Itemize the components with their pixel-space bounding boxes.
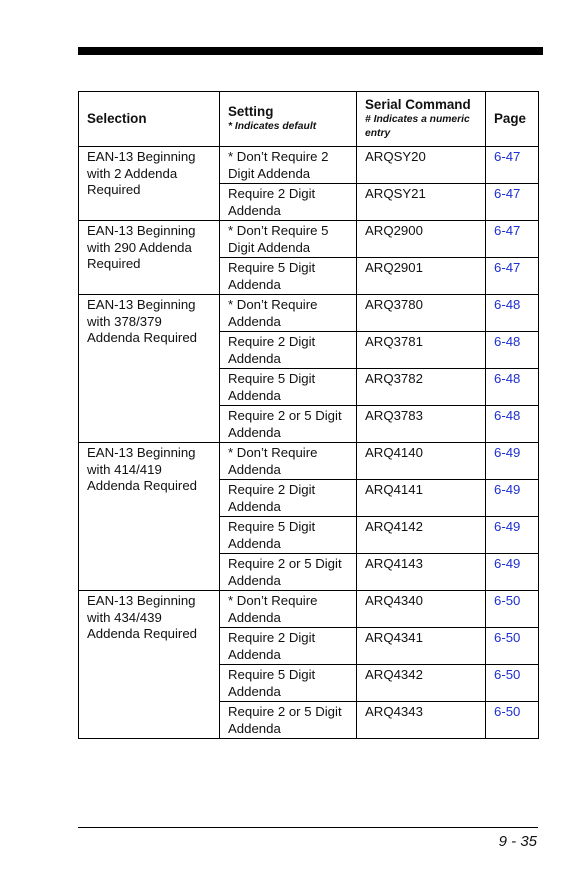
setting-cell: Require 2 or 5 Digit Addenda: [220, 702, 357, 739]
page-link[interactable]: 6-49: [486, 480, 539, 517]
page-link[interactable]: 6-47: [486, 221, 539, 258]
setting-cell: Require 2 Digit Addenda: [220, 480, 357, 517]
page-link[interactable]: 6-48: [486, 332, 539, 369]
table-header-row: [79, 92, 539, 147]
page-link[interactable]: 6-48: [486, 369, 539, 406]
header-selection: Selection: [79, 92, 220, 147]
header-setting: Setting * Indicates default: [220, 92, 357, 147]
setting-cell: * Don’t Require Addenda: [220, 443, 357, 480]
page-link[interactable]: 6-47: [486, 147, 539, 184]
bottom-rule: [78, 827, 538, 828]
setting-cell: Require 5 Digit Addenda: [220, 665, 357, 702]
setting-cell: Require 2 Digit Addenda: [220, 184, 357, 221]
header-page: Page: [486, 92, 539, 147]
serial-command-cell: ARQ3781: [357, 332, 486, 369]
page-link[interactable]: 6-48: [486, 295, 539, 332]
setting-cell: Require 2 or 5 Digit Addenda: [220, 406, 357, 443]
page-link[interactable]: 6-50: [486, 628, 539, 665]
serial-command-cell: ARQ4140: [357, 443, 486, 480]
serial-command-cell: ARQ4142: [357, 517, 486, 554]
serial-command-cell: ARQ4340: [357, 591, 486, 628]
header-serial-command: Serial Command # Indicates a numeric entry: [357, 92, 486, 147]
page-link[interactable]: 6-49: [486, 517, 539, 554]
page-link[interactable]: 6-49: [486, 554, 539, 591]
setting-cell: * Don’t Require Addenda: [220, 295, 357, 332]
setting-cell: Require 5 Digit Addenda: [220, 369, 357, 406]
selection-cell: EAN-13 Beginning with 434/439 Addenda Required: [79, 591, 220, 739]
setting-cell: * Don’t Require 2 Digit Addenda: [220, 147, 357, 184]
serial-command-cell: ARQSY20: [357, 147, 486, 184]
serial-command-cell: ARQ3783: [357, 406, 486, 443]
setting-cell: Require 2 Digit Addenda: [220, 628, 357, 665]
page-link[interactable]: 6-50: [486, 702, 539, 739]
setting-cell: * Don’t Require Addenda: [220, 591, 357, 628]
serial-command-cell: ARQ4141: [357, 480, 486, 517]
selection-cell: EAN-13 Beginning with 290 Addenda Required: [79, 221, 220, 295]
page-link[interactable]: 6-47: [486, 258, 539, 295]
serial-command-cell: ARQ3782: [357, 369, 486, 406]
setting-cell: Require 5 Digit Addenda: [220, 258, 357, 295]
serial-command-cell: ARQ2901: [357, 258, 486, 295]
header-serial-note: # Indicates a numeric entry: [365, 114, 470, 140]
page-link[interactable]: 6-48: [486, 406, 539, 443]
serial-command-cell: ARQ4343: [357, 702, 486, 739]
serial-command-cell: ARQSY21: [357, 184, 486, 221]
page-link[interactable]: 6-50: [486, 665, 539, 702]
selection-cell: EAN-13 Beginning with 414/419 Addenda Required: [79, 443, 220, 591]
table-row: [79, 591, 539, 628]
serial-command-cell: ARQ3780: [357, 295, 486, 332]
serial-command-table: [78, 91, 539, 739]
serial-command-cell: ARQ2900: [357, 221, 486, 258]
table-row: [79, 147, 539, 184]
table-row: [79, 295, 539, 332]
setting-cell: * Don’t Require 5 Digit Addenda: [220, 221, 357, 258]
setting-cell: Require 2 Digit Addenda: [220, 332, 357, 369]
page-number: 9 - 35: [498, 833, 537, 850]
table-row: [79, 443, 539, 480]
header-setting-note: * Indicates default: [228, 121, 317, 133]
setting-cell: Require 5 Digit Addenda: [220, 517, 357, 554]
serial-command-cell: ARQ4341: [357, 628, 486, 665]
page-link[interactable]: 6-50: [486, 591, 539, 628]
table-body: [79, 147, 539, 739]
page-link[interactable]: 6-47: [486, 184, 539, 221]
setting-cell: Require 2 or 5 Digit Addenda: [220, 554, 357, 591]
page-link[interactable]: 6-49: [486, 443, 539, 480]
selection-cell: EAN-13 Beginning with 2 Addenda Required: [79, 147, 220, 221]
serial-command-cell: ARQ4342: [357, 665, 486, 702]
top-rule: [78, 47, 543, 55]
table-row: [79, 221, 539, 258]
serial-command-table-wrapper: [78, 91, 538, 739]
serial-command-cell: ARQ4143: [357, 554, 486, 591]
selection-cell: EAN-13 Beginning with 378/379 Addenda Required: [79, 295, 220, 443]
